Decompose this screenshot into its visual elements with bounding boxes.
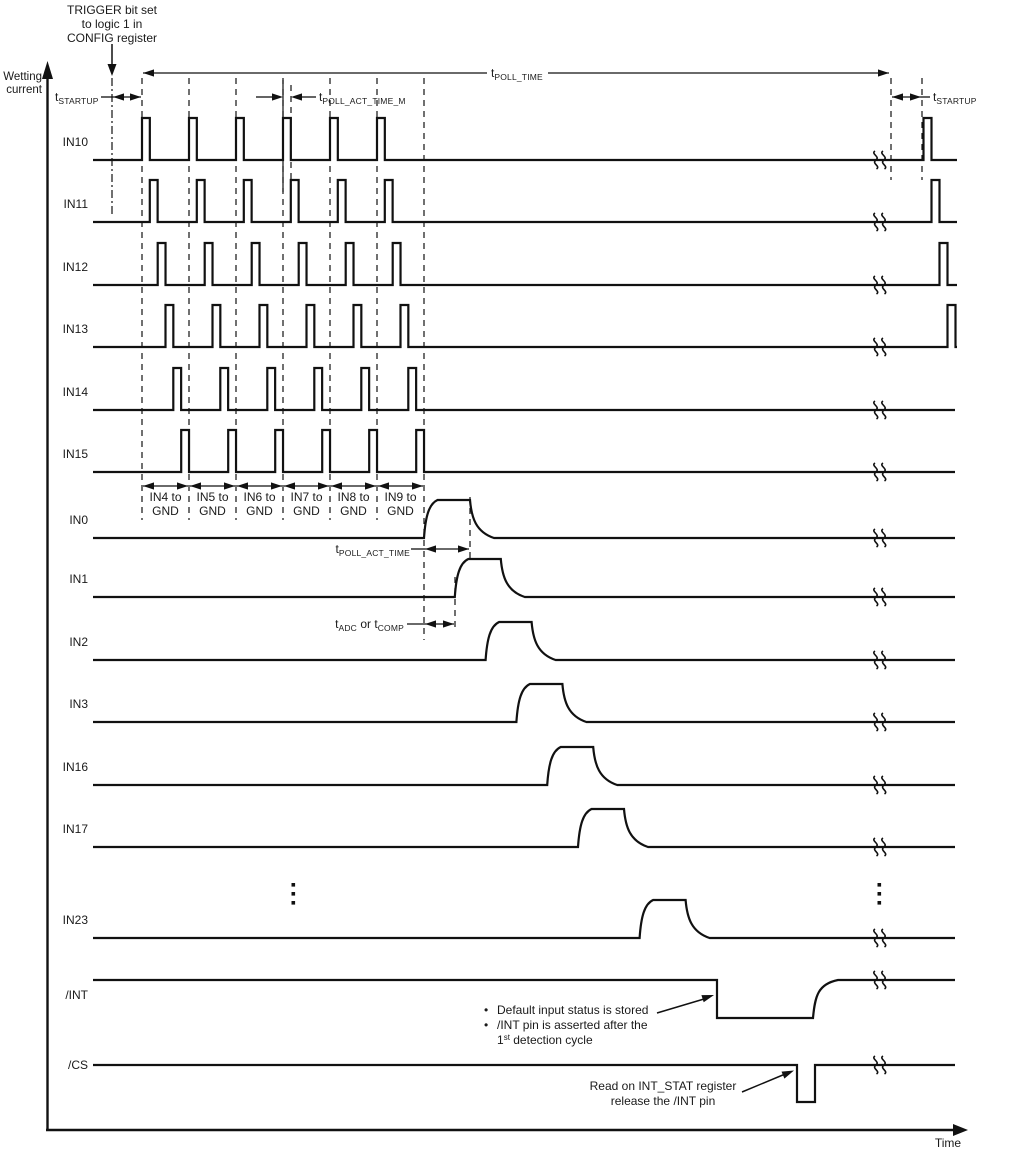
waveform-IN17 <box>93 809 955 847</box>
gnd-interval-label-4: IN8 to GND <box>337 490 370 518</box>
trigger-arrow <box>108 44 117 76</box>
waveform-IN16 <box>93 747 955 785</box>
waveform-IN12 <box>93 243 957 285</box>
y-axis-label: Wetting current <box>3 71 42 96</box>
gnd-interval-label-2: IN6 to GND <box>243 490 276 518</box>
gnd-interval-label-5: IN9 to GND <box>384 490 417 518</box>
signal-label-IN13: IN13 <box>62 322 88 336</box>
annotation-arrows <box>657 995 794 1092</box>
t-adc-or-tcomp-label: $t_{ADC}$ or $t_{COMP}$ <box>335 617 404 633</box>
int-annotation: • Default input status is stored • /INT pin is asserted after the 1st detection cycle <box>484 1003 649 1047</box>
signal-label-IN14: IN14 <box>62 385 88 399</box>
guide-lines <box>112 78 922 640</box>
waveform-IN13 <box>93 305 957 347</box>
break-marks <box>874 151 886 1074</box>
signal-label-IN15: IN15 <box>62 447 88 461</box>
gnd-interval-label-1: IN5 to GND <box>196 490 229 518</box>
signal-label-IN11: IN11 <box>63 197 88 211</box>
waveform-IN23 <box>93 900 955 938</box>
waveform-IN15 <box>93 430 955 472</box>
signal-label-IN1: IN1 <box>69 572 88 586</box>
waveform-IN1 <box>93 559 955 597</box>
t-poll-act-time-m-label: $t_{POLL\_ACT\_TIME\_M}$ <box>319 90 406 106</box>
t-poll-time-label: $t_{POLL\_TIME}$ <box>491 66 543 82</box>
waveform-CS <box>93 1065 955 1102</box>
signal-label-CS: /CS <box>67 1058 88 1072</box>
waveform-IN3 <box>93 684 955 722</box>
signal-label-IN12: IN12 <box>62 260 88 274</box>
signal-label-IN16: IN16 <box>62 760 88 774</box>
dimension-arrows <box>101 69 930 627</box>
signal-label-IN0: IN0 <box>69 513 88 527</box>
t-poll-act-time-label: $t_{POLL\_ACT\_TIME}$ <box>335 542 410 558</box>
t-startup-right-label: $t_{STARTUP}$ <box>933 90 977 106</box>
signal-label-IN3: IN3 <box>69 697 88 711</box>
gnd-interval-label-0: IN4 to GND <box>149 490 182 518</box>
waveform-IN14 <box>93 368 955 410</box>
waveform-IN10 <box>93 118 957 160</box>
waveform-IN2 <box>93 622 955 660</box>
gnd-interval-label-3: IN7 to GND <box>290 490 323 518</box>
waveform-IN11 <box>93 180 957 222</box>
cs-annotation: Read on INT_STAT register release the /INT pin <box>589 1079 737 1108</box>
signal-label-INT: /INT <box>65 988 88 1002</box>
signal-label-IN10: IN10 <box>62 135 88 149</box>
trigger-note: TRIGGER bit set to logic 1 in CONFIG register <box>66 3 158 45</box>
t-startup-left-label: $t_{STARTUP}$ <box>55 90 99 106</box>
signal-label-IN23: IN23 <box>62 913 88 927</box>
signal-label-IN17: IN17 <box>62 822 88 836</box>
x-axis-label: Time <box>934 1136 962 1150</box>
waveforms <box>93 118 957 1102</box>
ellipsis-dots <box>292 883 882 905</box>
signal-label-IN2: IN2 <box>69 635 88 649</box>
